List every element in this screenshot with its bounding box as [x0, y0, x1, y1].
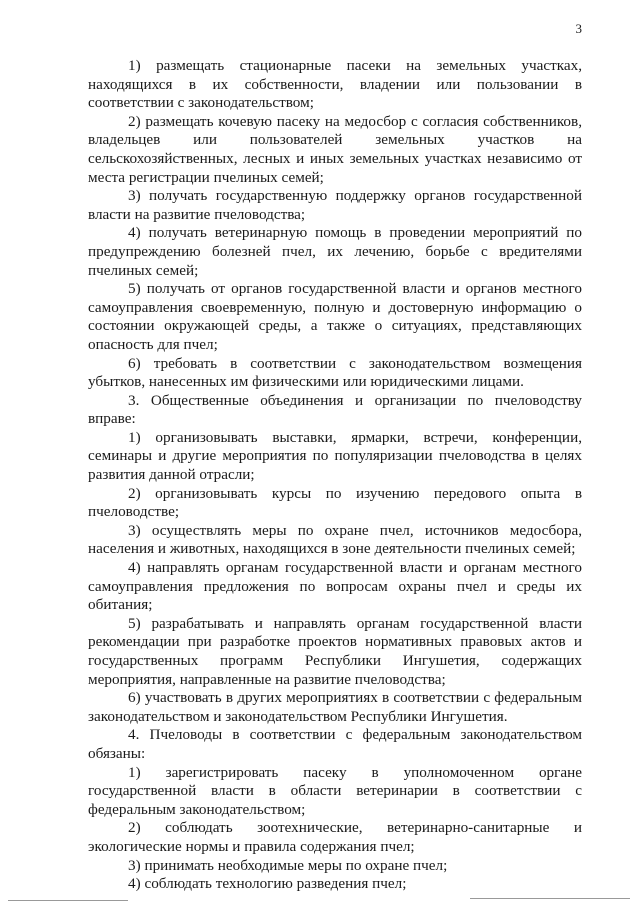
paragraph: 4) направлять органам государственной власти и органам местного самоуправления предложения по вопросам охраны пчел и среды их обитания;	[88, 559, 582, 614]
paragraph: 5) разрабатывать и направлять органам государственной власти рекомендации при разработке проектов нормативных правовых актов и государственных программ Республики Ингушетия, содержащих мероприятия, направленные на развитие пчеловодства;	[88, 614, 582, 688]
paragraph: 4) получать ветеринарную помощь в проведении мероприятий по предупреждению болезней пчел, их лечению, борьбе с вредителями пчелиных семей;	[88, 224, 582, 279]
document-body	[88, 57, 582, 894]
paragraph: 3) осуществлять меры по охране пчел, источников медосбора, населения и животных, находящихся в зоне деятельности пчелиных семей;	[88, 521, 582, 558]
paragraph: 2) организовывать курсы по изучению передового опыта в пчеловодстве;	[88, 484, 582, 521]
paragraph: 6) участвовать в других мероприятиях в соответствии с федеральным законодательством и законодательством Республики Ингушетия.	[88, 689, 582, 725]
section-heading-paragraph: 3. Общественные объединения и организации по пчеловодству вправе:	[88, 391, 582, 428]
scan-artifact-line	[470, 898, 630, 899]
paragraph: 3) получать государственную поддержку органов государственной власти на развитие пчеловодства;	[88, 187, 582, 223]
paragraph: 2) размещать кочевую пасеку на медосбор с согласия собственников, владельцев или пользователей земельных участков на сельскохозяйственных, лесных и иных земельных участках независимо от места регистрации пчелиных семей;	[88, 112, 582, 186]
paragraph: 6) требовать в соответствии с законодательством возмещения убытков, нанесенных им физическими или юридическими лицами.	[88, 354, 582, 391]
paragraph: 1) размещать стационарные пасеки на земельных участках, находящихся в их собственности, владении или пользовании в соответствии с законодательством;	[88, 57, 582, 112]
scan-artifact-line	[8, 900, 128, 901]
paragraph: 5) получать от органов государственной власти и органов местного самоуправления своевременную, полную и достоверную информацию о состоянии окружающей среды, а также о ситуациях, представляющих опасность для пчел;	[88, 280, 582, 353]
page-number: 3	[575, 21, 582, 36]
paragraph: 3) принимать необходимые меры по охране пчел;	[128, 856, 448, 874]
paragraph: 1) организовывать выставки, ярмарки, встречи, конференции, семинары и другие мероприятия по популяризации пчеловодства в целях развития данной отрасли;	[88, 428, 582, 484]
paragraph: 4) соблюдать технологию разведения пчел;	[128, 875, 407, 893]
paragraph: 1) зарегистрировать пасеку в уполномоченном органе государственной власти в области ветеринарии в соответствии с федеральным законодательством;	[88, 763, 582, 818]
paragraph: 2) соблюдать зоотехнические, ветеринарно-санитарные и экологические нормы и правила содержания пчел;	[88, 819, 582, 855]
section-heading-paragraph: 4. Пчеловоды в соответствии с федеральным законодательством обязаны:	[88, 726, 582, 762]
